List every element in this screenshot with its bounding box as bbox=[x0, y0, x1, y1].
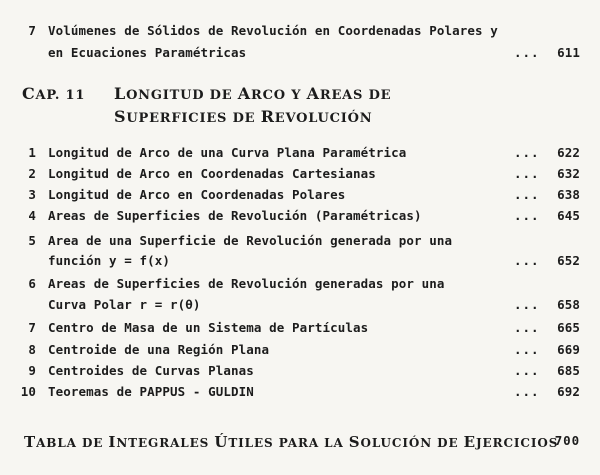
entry-title: Area de una Superficie de Revolución generada por una bbox=[48, 233, 453, 248]
entry-page-number: 700 bbox=[554, 433, 580, 448]
entry-title: Areas de Superficies de Revolución (Paramétricas) bbox=[48, 208, 422, 223]
entry-title-continued: Curva Polar r = r(θ) bbox=[48, 297, 201, 312]
entry-title: Centroide de una Región Plana bbox=[48, 342, 270, 357]
entry-page-number: 658 bbox=[557, 297, 580, 312]
leader-dots: ... bbox=[514, 166, 540, 181]
leader-dots: ... bbox=[514, 208, 540, 223]
leader-dots: ... bbox=[514, 297, 540, 312]
entry-title: TABLA DE INTEGRALES ÚTILES PARA LA SOLUCIÓN DE EJERCICIOS bbox=[24, 433, 559, 451]
chapter-title-line-1: LONGITUD DE ARCO Y AREAS DE bbox=[114, 84, 392, 103]
entry-page-number: 685 bbox=[557, 363, 580, 378]
entry-number: 4 bbox=[28, 208, 36, 223]
leader-dots: ... bbox=[514, 253, 540, 268]
toc-entry-table-of-integrals bbox=[24, 433, 580, 451]
entry-page-number: 645 bbox=[557, 208, 580, 223]
entry-page-number: 632 bbox=[557, 166, 580, 181]
leader-dots: ... bbox=[514, 187, 540, 202]
chapter-label: CAP. 11 bbox=[22, 84, 86, 103]
entry-title: Longitud de Arco en Coordenadas Cartesianas bbox=[48, 166, 376, 181]
entry-number: 10 bbox=[20, 384, 36, 399]
entry-number: 8 bbox=[28, 342, 36, 357]
leader-dots: ... bbox=[514, 384, 540, 399]
entry-page-number: 669 bbox=[557, 342, 580, 357]
entry-title: Longitud de Arco de una Curva Plana Paramétrica bbox=[48, 145, 407, 160]
entry-title: Areas de Superficies de Revolución generadas por una bbox=[48, 276, 445, 291]
entry-number: 5 bbox=[28, 233, 36, 248]
entry-number: 9 bbox=[28, 363, 36, 378]
leader-dots: ... bbox=[514, 342, 540, 357]
entry-page-number: 652 bbox=[557, 253, 580, 268]
entry-page-number: 622 bbox=[557, 145, 580, 160]
entry-title: Teoremas de PAPPUS - GULDIN bbox=[48, 384, 254, 399]
entry-number: 2 bbox=[28, 166, 36, 181]
leader-dots: ... bbox=[514, 145, 540, 160]
entry-page-number: 692 bbox=[557, 384, 580, 399]
entry-page-number: 638 bbox=[557, 187, 580, 202]
entry-title: Longitud de Arco en Coordenadas Polares bbox=[48, 187, 346, 202]
entry-page-number: 611 bbox=[557, 45, 580, 60]
entry-title-continued: en Ecuaciones Paramétricas bbox=[48, 45, 247, 60]
entry-number: 7 bbox=[28, 320, 36, 335]
entry-number: 1 bbox=[28, 145, 36, 160]
entry-title: Volúmenes de Sólidos de Revolución en Coordenadas Polares y bbox=[48, 23, 498, 38]
entry-title: Centroides de Curvas Planas bbox=[48, 363, 254, 378]
leader-dots: ... bbox=[514, 45, 540, 60]
entry-number: 6 bbox=[28, 276, 36, 291]
entry-title: Centro de Masa de un Sistema de Partículas bbox=[48, 320, 369, 335]
leader-dots: ... bbox=[514, 363, 540, 378]
leader-dots: ... bbox=[514, 320, 540, 335]
chapter-title-line-2: SUPERFICIES DE REVOLUCIÓN bbox=[114, 107, 373, 126]
entry-number: 7 bbox=[28, 23, 36, 38]
entry-title-continued: función y = f(x) bbox=[48, 253, 171, 268]
entry-number: 3 bbox=[28, 187, 36, 202]
entry-page-number: 665 bbox=[557, 320, 580, 335]
